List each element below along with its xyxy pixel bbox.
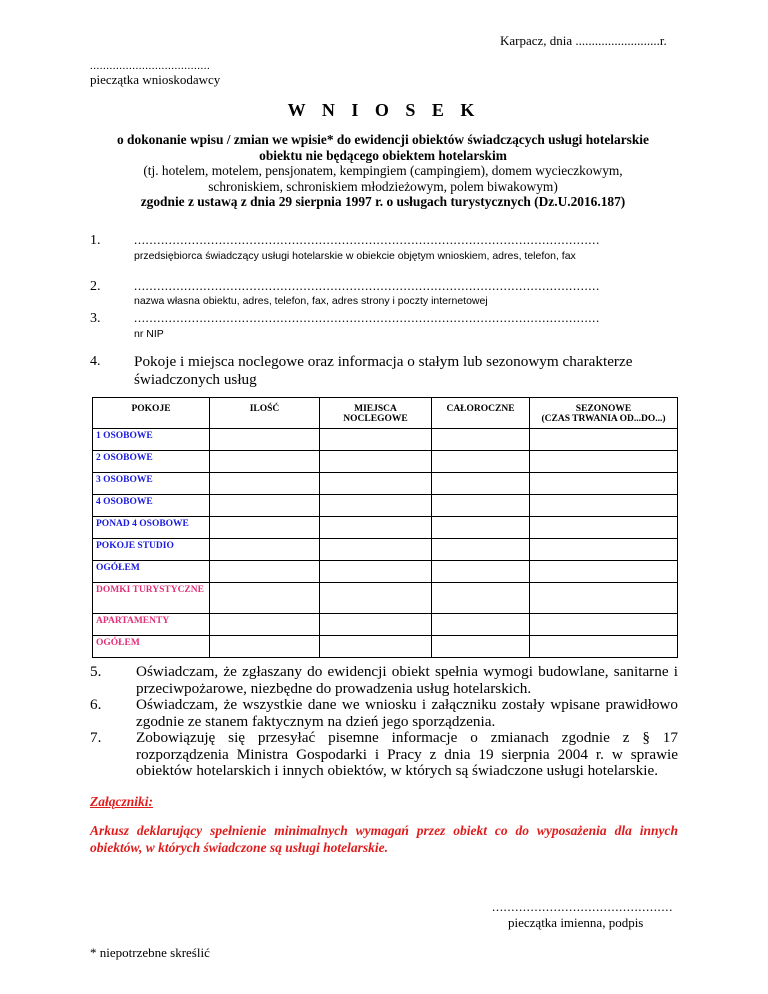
table-cell[interactable] — [320, 451, 432, 473]
table-cell[interactable] — [432, 583, 530, 614]
table-cell[interactable] — [530, 451, 678, 473]
table-row — [93, 473, 678, 495]
applicant-stamp-line: ..................................... — [90, 60, 211, 72]
table-cell[interactable] — [530, 614, 678, 636]
item-2-caption: nazwa własna obiektu, adres, telefon, fax, adres strony i poczty internetowej — [134, 295, 488, 307]
clause-6-number: 6. — [90, 696, 102, 713]
table-cell[interactable] — [320, 495, 432, 517]
declarations — [90, 664, 678, 780]
table-cell[interactable] — [530, 473, 678, 495]
table-row — [93, 583, 678, 614]
col-header-seasonal-line-1: SEZONOWE — [575, 404, 632, 414]
item-4-text: Pokoje i miejsca noclegowe oraz informacja o stałym lub sezonowym charakterze świadczonych usług — [134, 353, 633, 388]
item-3-fill-line: ......................................................................................................................... — [134, 310, 600, 325]
table-cell[interactable] — [530, 539, 678, 561]
subtitle-line-5: zgodnie z ustawą z dnia 29 sierpnia 1997 r. o usługach turystycznych (Dz.U.2016.187) — [140, 194, 626, 210]
signature-label: pieczątka imienna, podpis — [508, 915, 644, 930]
table-cell[interactable] — [210, 429, 320, 451]
row-label: APARTAMENTY — [93, 614, 210, 636]
table-cell[interactable] — [530, 583, 678, 614]
table-cell[interactable] — [320, 517, 432, 539]
clause-5 — [90, 664, 678, 697]
table-cell[interactable] — [210, 517, 320, 539]
table-cell[interactable] — [210, 473, 320, 495]
table-cell[interactable] — [320, 539, 432, 561]
document-title: W N I O S E K — [287, 100, 481, 120]
clause-6-text: Oświadczam, że wszystkie dane we wniosku i załączniku zostały wpisane prawidłowo zgodnie ze stanem faktycznym na dzień jego sporządzenia. — [136, 696, 678, 730]
table-cell[interactable] — [432, 614, 530, 636]
row-label: POKOJE STUDIO — [93, 539, 210, 561]
attachments-text: Arkusz deklarujący spełnienie minimalnych wymagań przez obiekt co do wyposażenia dla innych obiektów, w których świadczone są usługi hotelarskie. — [90, 823, 678, 855]
item-2-fill-line: ......................................................................................................................... — [134, 278, 600, 293]
table-cell[interactable] — [210, 583, 320, 614]
document-subtitle — [90, 132, 676, 210]
table-cell[interactable] — [530, 636, 678, 658]
clause-5-text: Oświadczam, że zgłaszany do ewidencji obiekt spełnia wymogi budowlane, sanitarne i przeciwpożarowe, niezbędne do prowadzenia usług hotelarskich. — [136, 663, 678, 697]
row-label: PONAD 4 OSOBOWE — [93, 517, 210, 539]
table-row — [93, 495, 678, 517]
subtitle-line-1: o dokonanie wpisu / zmian we wpisie* do ewidencji obiektów świadczących usługi hotelarskie — [117, 132, 649, 147]
table-header-row — [93, 398, 678, 429]
place-date: Karpacz, dnia ..........................r. — [500, 33, 667, 48]
table-cell[interactable] — [320, 561, 432, 583]
col-header-seasonal — [530, 398, 678, 429]
subtitle-line-2: obiektu nie będącego obiektem hotelarskim — [259, 147, 507, 163]
col-header-year-round: CAŁOROCZNE — [432, 398, 530, 429]
table-cell[interactable] — [320, 636, 432, 658]
table-row — [93, 429, 678, 451]
applicant-stamp-label: pieczątka wnioskodawcy — [90, 72, 221, 87]
row-label: 1 OSOBOWE — [93, 429, 210, 451]
row-label: OGÓŁEM — [93, 561, 210, 583]
item-4-number: 4. — [90, 354, 101, 369]
table-cell[interactable] — [432, 495, 530, 517]
col-header-beds-line-1: MIEJSCA — [354, 404, 397, 414]
item-3-caption: nr NIP — [134, 328, 164, 340]
table-cell[interactable] — [320, 429, 432, 451]
item-1-number: 1. — [90, 233, 101, 248]
footnote: * niepotrzebne skreślić — [90, 945, 210, 960]
table-cell[interactable] — [530, 495, 678, 517]
table-row — [93, 539, 678, 561]
table-cell[interactable] — [210, 451, 320, 473]
item-2-number: 2. — [90, 279, 101, 294]
table-row — [93, 517, 678, 539]
table-row — [93, 451, 678, 473]
table-cell[interactable] — [210, 614, 320, 636]
rooms-table — [92, 397, 678, 658]
table-cell[interactable] — [320, 583, 432, 614]
table-cell[interactable] — [210, 636, 320, 658]
table-cell[interactable] — [320, 614, 432, 636]
table-cell[interactable] — [432, 451, 530, 473]
table-cell[interactable] — [432, 517, 530, 539]
table-cell[interactable] — [210, 495, 320, 517]
clause-7-number: 7. — [90, 729, 102, 746]
clause-5-number: 5. — [90, 663, 102, 680]
table-row — [93, 614, 678, 636]
row-label: 2 OSOBOWE — [93, 451, 210, 473]
table-row — [93, 636, 678, 658]
item-1-fill-line: ......................................................................................................................... — [134, 232, 600, 247]
col-header-beds-line-2: NOCLEGOWE — [343, 414, 408, 424]
table-cell[interactable] — [432, 561, 530, 583]
item-1-caption: przedsiębiorca świadczący usługi hotelarskie w obiekcie objętym wnioskiem, adres, telefon, fax — [134, 250, 576, 262]
table-cell[interactable] — [530, 561, 678, 583]
table-cell[interactable] — [320, 473, 432, 495]
row-label: 3 OSOBOWE — [93, 473, 210, 495]
clause-7-text: Zobowiązuję się przesyłać pisemne informacje o zmianach zgodnie z § 17 rozporządzenia Ministra Gospodarki i Pracy z dnia 19 sierpnia 2004 r. w sprawie obiektów hotelarskich i innych obiektów, w których są świadczone usługi hotelarskie. — [136, 729, 678, 779]
table-row — [93, 561, 678, 583]
row-label: 4 OSOBOWE — [93, 495, 210, 517]
table-cell[interactable] — [210, 561, 320, 583]
col-header-beds — [320, 398, 432, 429]
subtitle-line-3: (tj. hotelem, motelem, pensjonatem, kempingiem (campingiem), domem wycieczkowym, — [143, 163, 623, 179]
subtitle-line-4: schroniskiem, schroniskiem młodzieżowym, polem biwakowym) — [208, 178, 558, 194]
table-cell[interactable] — [210, 539, 320, 561]
signature-line: ............................................... — [492, 899, 673, 914]
table-cell[interactable] — [530, 517, 678, 539]
row-label: DOMKI TURYSTYCZNE — [93, 583, 210, 614]
attachments-title: Załączniki: — [90, 794, 153, 809]
table-cell[interactable] — [432, 429, 530, 451]
row-label: OGÓŁEM — [93, 636, 210, 658]
clause-7 — [90, 730, 678, 780]
table-cell[interactable] — [530, 429, 678, 451]
clause-6 — [90, 697, 678, 730]
table-cell[interactable] — [432, 473, 530, 495]
col-header-seasonal-line-2: (CZAS TRWANIA OD...DO...) — [541, 414, 666, 424]
table-cell[interactable] — [432, 636, 530, 658]
item-3-number: 3. — [90, 311, 101, 326]
col-header-count: ILOŚĆ — [210, 398, 320, 429]
table-cell[interactable] — [432, 539, 530, 561]
col-header-rooms: POKOJE — [93, 398, 210, 429]
